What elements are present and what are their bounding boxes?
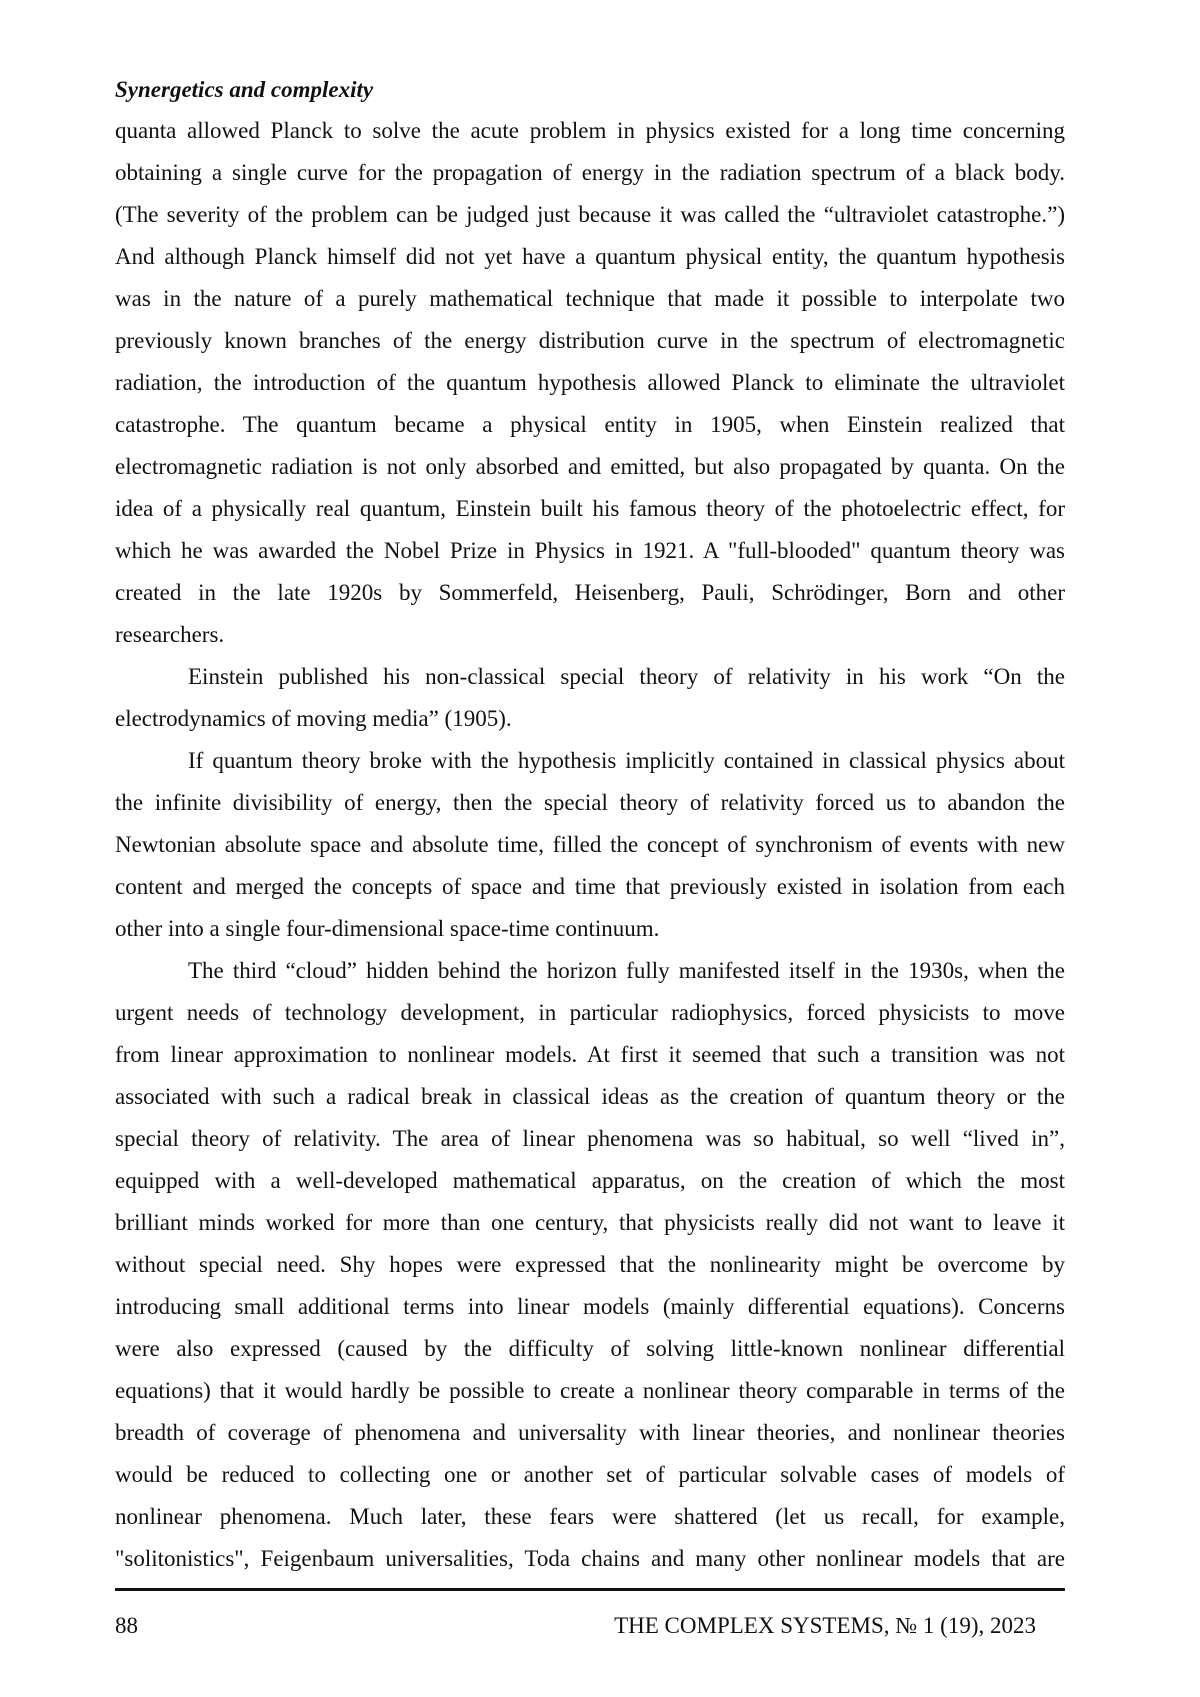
text-line: introducing small additional terms into linear models (mainly differential equations). Concerns <box>115 1294 1065 1319</box>
text-line: from linear approximation to nonlinear models. At first it seemed that such a transition was not <box>115 1042 1065 1067</box>
text-line: created in the late 1920s by Sommerfeld, Heisenberg, Pauli, Schrödinger, Born and other <box>115 580 1065 605</box>
text-line: quanta allowed Planck to solve the acute problem in physics existed for a long time concerning <box>115 118 1065 143</box>
text-line: special theory of relativity. The area of linear phenomena was so habitual, so well “lived in”, <box>115 1126 1065 1151</box>
text-line: Newtonian absolute space and absolute time, filled the concept of synchronism of events with new <box>115 832 1065 857</box>
text-line: researchers. <box>115 622 225 647</box>
paragraph <box>115 950 1065 1580</box>
text-line: "solitonistics", Feigenbaum universalities, Toda chains and many other nonlinear models that are <box>115 1546 1065 1571</box>
text-line: (The severity of the problem can be judged just because it was called the “ultraviolet catastrophe.”) <box>115 202 1065 227</box>
text-line: breadth of coverage of phenomena and universality with linear theories, and nonlinear theories <box>115 1420 1065 1445</box>
paragraph <box>115 110 1065 656</box>
text-line: The third “cloud” hidden behind the horizon fully manifested itself in the 1930s, when the <box>188 958 1065 983</box>
text-line: associated with such a radical break in classical ideas as the creation of quantum theory or the <box>115 1084 1065 1109</box>
text-line: Einstein published his non-classical special theory of relativity in his work “On the <box>188 664 1065 689</box>
text-line: equations) that it would hardly be possible to create a nonlinear theory comparable in terms of the <box>115 1378 1065 1403</box>
page-number: 88 <box>115 1613 138 1638</box>
journal-citation: THE COMPLEX SYSTEMS, № 1 (19), 2023 <box>614 1613 1036 1638</box>
text-line: catastrophe. The quantum became a physical entity in 1905, when Einstein realized that <box>115 412 1065 437</box>
footer-rule <box>115 1588 1065 1591</box>
text-line: previously known branches of the energy distribution curve in the spectrum of electromagnetic <box>115 328 1065 353</box>
paragraph <box>115 740 1065 950</box>
body-text <box>115 110 1065 1580</box>
text-line: brilliant minds worked for more than one century, that physicists really did not want to leave it <box>115 1210 1065 1235</box>
text-line: equipped with a well-developed mathematical apparatus, on the creation of which the most <box>115 1168 1065 1193</box>
text-line: electrodynamics of moving media” (1905). <box>115 706 512 731</box>
text-line: obtaining a single curve for the propagation of energy in the radiation spectrum of a black body. <box>115 160 1065 185</box>
text-line: nonlinear phenomena. Much later, these fears were shattered (let us recall, for example, <box>115 1504 1065 1529</box>
text-line: If quantum theory broke with the hypothesis implicitly contained in classical physics about <box>188 748 1065 773</box>
text-line: which he was awarded the Nobel Prize in Physics in 1921. A "full-blooded" quantum theory was <box>115 538 1065 563</box>
text-line: other into a single four-dimensional space-time continuum. <box>115 916 660 941</box>
text-line: the infinite divisibility of energy, then the special theory of relativity forced us to abandon the <box>115 790 1065 815</box>
text-line: radiation, the introduction of the quantum hypothesis allowed Planck to eliminate the ultraviolet <box>115 370 1065 395</box>
text-line: were also expressed (caused by the difficulty of solving little-known nonlinear differential <box>115 1336 1065 1361</box>
text-line: without special need. Shy hopes were expressed that the nonlinearity might be overcome by <box>115 1252 1065 1277</box>
text-line: would be reduced to collecting one or another set of particular solvable cases of models of <box>115 1462 1065 1487</box>
text-line: And although Planck himself did not yet have a quantum physical entity, the quantum hypothesis <box>115 244 1065 269</box>
text-line: was in the nature of a purely mathematical technique that made it possible to interpolate two <box>115 286 1065 311</box>
text-line: urgent needs of technology development, in particular radiophysics, forced physicists to move <box>115 1000 1065 1025</box>
paragraph <box>115 656 1065 740</box>
text-line: idea of a physically real quantum, Einstein built his famous theory of the photoelectric effect, for <box>115 496 1065 521</box>
running-header: Synergetics and complexity <box>115 77 374 102</box>
text-line: electromagnetic radiation is not only absorbed and emitted, but also propagated by quanta. On the <box>115 454 1065 479</box>
text-line: content and merged the concepts of space and time that previously existed in isolation from each <box>115 874 1065 899</box>
